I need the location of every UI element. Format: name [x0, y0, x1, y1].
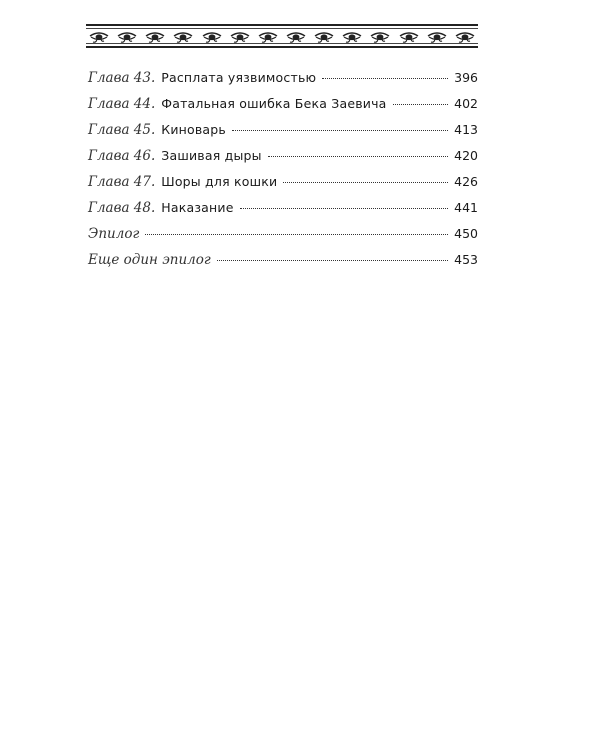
toc-entry-label: Глава 48.: [88, 200, 156, 216]
dot-leader: [232, 129, 448, 131]
dot-leader: [268, 155, 448, 157]
toc-entry-label: Эпилог: [88, 226, 140, 242]
toc-entry-page: 402: [454, 96, 478, 111]
dot-leader: [240, 207, 449, 209]
ornament-strip: [86, 31, 478, 43]
toc-entry[interactable]: [88, 96, 478, 122]
toc-entry-page: 396: [454, 70, 478, 85]
eye-of-horus-icon: [454, 31, 476, 43]
toc-entry[interactable]: [88, 122, 478, 148]
dot-leader: [145, 233, 448, 235]
toc-entry-title: Шоры для кошки: [161, 174, 278, 189]
header-ornament-border: [86, 24, 478, 48]
eye-of-horus-icon: [313, 31, 335, 43]
toc-entry-title: Наказание: [161, 200, 234, 215]
eye-of-horus-icon: [398, 31, 420, 43]
table-of-contents: [88, 70, 478, 278]
toc-entry-label: Глава 45.: [88, 122, 156, 138]
toc-entry-label: Глава 44.: [88, 96, 156, 112]
toc-entry[interactable]: [88, 226, 478, 252]
dot-leader: [217, 259, 448, 261]
toc-entry[interactable]: [88, 70, 478, 96]
toc-entry[interactable]: [88, 200, 478, 226]
toc-entry-page: 453: [454, 252, 478, 267]
eye-of-horus-icon: [341, 31, 363, 43]
toc-entry[interactable]: [88, 174, 478, 200]
toc-entry-title: Расплата уязвимостью: [161, 70, 317, 85]
eye-of-horus-icon: [229, 31, 251, 43]
toc-entry-title: Фатальная ошибка Бека Заевича: [161, 96, 387, 111]
toc-entry-title: Зашивая дыры: [161, 148, 262, 163]
eye-of-horus-icon: [88, 31, 110, 43]
toc-entry-label: Глава 46.: [88, 148, 156, 164]
toc-entry-label: Еще один эпилог: [88, 252, 211, 268]
toc-entry-page: 441: [454, 200, 478, 215]
toc-entry-label: Глава 47.: [88, 174, 156, 190]
dot-leader: [283, 181, 448, 183]
dot-leader: [322, 77, 448, 79]
toc-entry-page: 413: [454, 122, 478, 137]
dot-leader: [393, 103, 449, 105]
toc-entry-page: 450: [454, 226, 478, 241]
eye-of-horus-icon: [285, 31, 307, 43]
eye-of-horus-icon: [201, 31, 223, 43]
eye-of-horus-icon: [144, 31, 166, 43]
toc-entry-page: 426: [454, 174, 478, 189]
toc-entry[interactable]: [88, 148, 478, 174]
eye-of-horus-icon: [116, 31, 138, 43]
toc-entry-title: Киноварь: [161, 122, 226, 137]
eye-of-horus-icon: [426, 31, 448, 43]
toc-entry-label: Глава 43.: [88, 70, 156, 86]
eye-of-horus-icon: [172, 31, 194, 43]
toc-entry-page: 420: [454, 148, 478, 163]
toc-entry[interactable]: [88, 252, 478, 278]
eye-of-horus-icon: [257, 31, 279, 43]
eye-of-horus-icon: [369, 31, 391, 43]
